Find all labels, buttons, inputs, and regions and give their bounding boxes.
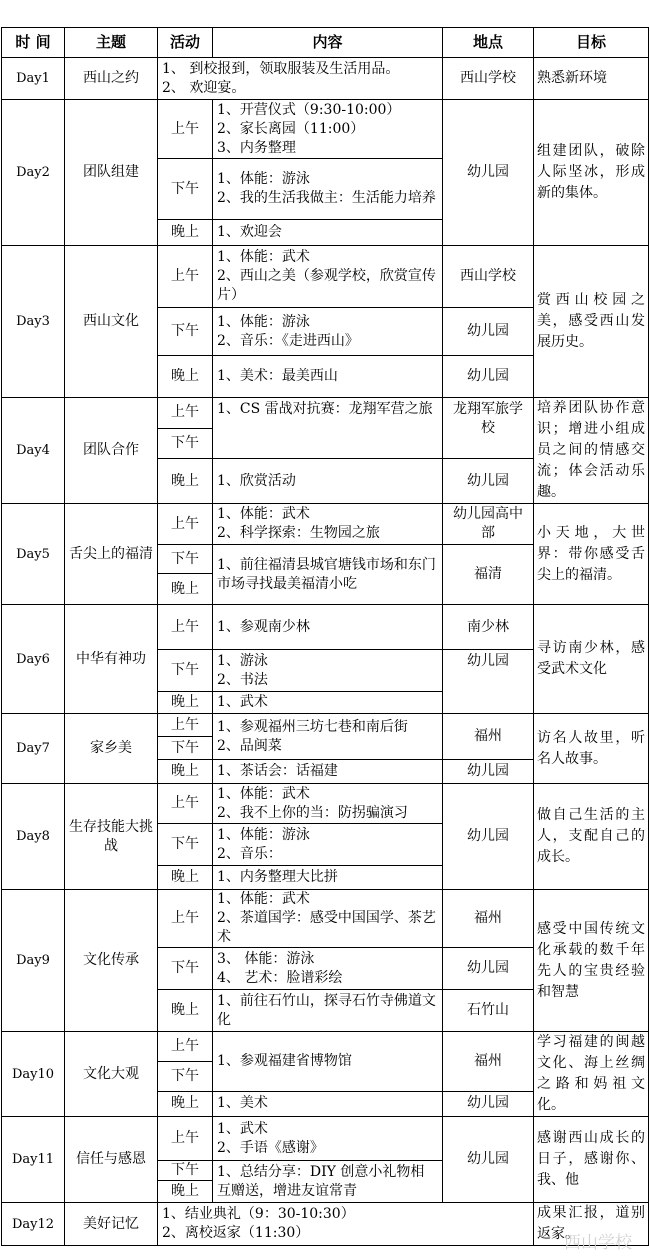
place-cell: 福清 [443,545,534,605]
activity-evening: 晚上 [158,990,213,1032]
theme-cell: 信任与感恩 [65,1117,158,1203]
day-label: Day10 [2,1032,65,1117]
goal-cell: 学习福建的闽越文化、海上丝绸之路和妈祖文化。 [534,1032,649,1117]
activity-morning: 上午 [158,246,213,308]
content-cell: 1、体能：武术 2、西山之美（参观学校，欣赏宣传片） [213,246,443,308]
table-row [2,246,649,308]
table-row [2,504,649,545]
goal-cell: 小天地，大世界：带你感受舌尖上的福清。 [534,504,649,605]
table-row [2,1203,649,1246]
activity-morning: 上午 [158,398,213,429]
theme-cell: 团队合作 [65,398,158,504]
header-goal: 目标 [534,28,649,58]
activity-evening: 晚上 [158,1091,213,1117]
activity-evening: 晚上 [158,692,213,714]
table-row [2,58,649,100]
content-cell: 1、总结分享：DIY 创意小礼物相互赠送，增进友谊常青 [213,1161,443,1203]
content-cell: 1、武术 [213,692,443,714]
content-cell: 3、 体能：游泳 4、 艺术：脸谱彩绘 [213,948,443,990]
content-cell: 1、开营仪式（9:30-10:00） 2、家长离园（11:00） 3、内务整理 [213,100,443,159]
activity-afternoon: 下午 [158,428,213,459]
activity-afternoon: 下午 [158,159,213,220]
table-row [2,890,649,948]
theme-cell: 西山之约 [65,58,158,100]
header-theme: 主题 [65,28,158,58]
place-cell: 龙翔军旅学校 [443,398,534,459]
content-cell: 1、美术 [213,1091,443,1117]
table-row [2,605,649,650]
content-cell: 1、茶话会：话福建 [213,760,443,784]
day-label: Day2 [2,100,65,246]
activity-afternoon: 下午 [158,948,213,990]
place-cell: 幼儿园 [443,948,534,990]
activity-evening: 晚上 [158,356,213,398]
place-cell: 幼儿园 [443,459,534,504]
content-cell: 1、前往石竹山，探寻石竹寺佛道文化 [213,990,443,1032]
activity-afternoon: 下午 [158,824,213,866]
content-cell: 1、武术 2、手语《感谢》 [213,1117,443,1161]
theme-cell: 文化传承 [65,890,158,1032]
day-label: Day4 [2,398,65,504]
content-cell: 1、 到校报到，领取服装及生活用品。 2、 欢迎宴。 [158,58,443,100]
theme-cell: 团队组建 [65,100,158,246]
day-label: Day6 [2,605,65,714]
goal-cell: 感受中国传统文化承载的数千年先人的宝贵经验和智慧 [534,890,649,1032]
table-row [2,100,649,159]
content-cell: 1、欣赏活动 [213,459,443,504]
place-cell: 幼儿园 [443,356,534,398]
place-cell: 幼儿园 [443,784,534,890]
place-cell: 西山学校 [443,246,534,308]
activity-evening: 晚上 [158,1181,213,1203]
header-time: 时 间 [2,28,65,58]
place-cell: 幼儿园 [443,760,534,784]
content-cell: 1、体能：游泳 2、音乐： [213,824,443,866]
theme-cell: 舌尖上的福清 [65,504,158,605]
content-cell: 1、体能：武术 2、科学探索：生物园之旅 [213,504,443,545]
goal-cell: 培养团队协作意识；增进小组成员之间的情感交流；体会活动乐趣。 [534,398,649,504]
activity-evening: 晚上 [158,760,213,784]
place-cell: 幼儿园 [443,650,534,714]
table-row [2,784,649,824]
content-cell: 1、内务整理大比拼 [213,866,443,890]
theme-cell: 生存技能大挑战 [65,784,158,890]
activity-morning: 上午 [158,605,213,650]
theme-cell: 家乡美 [65,714,158,784]
place-cell: 福州 [443,1032,534,1092]
content-cell: 1、体能：武术 2、茶道国学：感受中国国学、茶艺术 [213,890,443,948]
table-row [2,398,649,429]
content-cell: 1、参观福建省博物馆 [213,1032,443,1092]
activity-afternoon: 下午 [158,545,213,574]
content-cell: 1、参观南少林 [213,605,443,650]
goal-cell: 感谢西山成长的日子，感谢你、我、他 [534,1117,649,1203]
place-cell: 石竹山 [443,990,534,1032]
theme-cell: 西山文化 [65,246,158,398]
activity-evening: 晚上 [158,866,213,890]
day-label: Day7 [2,714,65,784]
content-cell: 1、美术：最美西山 [213,356,443,398]
activity-afternoon: 下午 [158,1061,213,1091]
place-cell: 幼儿园高中部 [443,504,534,545]
place-cell: 福州 [443,714,534,760]
activity-evening: 晚上 [158,574,213,605]
activity-morning: 上午 [158,784,213,824]
day-label: Day3 [2,246,65,398]
day-label: Day8 [2,784,65,890]
place-cell: 福州 [443,890,534,948]
goal-cell: 访名人故里，听名人故事。 [534,714,649,784]
table-row [2,1117,649,1161]
table-row [2,714,649,737]
theme-cell: 美好记忆 [65,1203,158,1246]
header-row [2,28,649,58]
place-cell: 幼儿园 [443,100,534,246]
activity-afternoon: 下午 [158,308,213,356]
theme-cell: 中华有神功 [65,605,158,714]
header-activity: 活动 [158,28,213,58]
content-cell: 1、欢迎会 [213,220,443,246]
watermark-logo: 西山学校 [564,1233,632,1253]
header-place: 地点 [443,28,534,58]
activity-afternoon: 下午 [158,737,213,760]
header-content: 内容 [213,28,443,58]
content-cell: 1、前往福清县城官塘钱市场和东门市场寻找最美福清小吃 [213,545,443,605]
activity-morning: 上午 [158,100,213,159]
place-cell: 西山学校 [443,58,534,100]
top-rule [0,0,650,27]
goal-cell: 做自己生活的主人，支配自己的成长。 [534,784,649,890]
activity-afternoon: 下午 [158,650,213,692]
activity-evening: 晚上 [158,220,213,246]
day-label: Day11 [2,1117,65,1203]
content-cell: 1、参观福州三坊七巷和南后街 2、品闽菜 [213,714,443,760]
activity-morning: 上午 [158,714,213,737]
goal-cell: 熟悉新环境 [534,58,649,100]
place-cell: 南少林 [443,605,534,650]
activity-morning: 上午 [158,890,213,948]
activity-afternoon: 下午 [158,1161,213,1181]
schedule-table [1,27,649,1246]
goal-cell: 成果汇报，道别返家。 [534,1203,649,1246]
activity-morning: 上午 [158,1117,213,1161]
activity-evening: 晚上 [158,459,213,504]
content-cell: 1、游泳 2、书法 [213,650,443,692]
day-label: Day9 [2,890,65,1032]
goal-cell: 寻访南少林，感受武术文化 [534,605,649,714]
content-cell: 1、CS 雷战对抗赛：龙翔军营之旅 [213,398,443,459]
content-cell: 1、体能：游泳 2、我的生活我做主：生活能力培养 [213,159,443,220]
activity-morning: 上午 [158,1032,213,1062]
theme-cell: 文化大观 [65,1032,158,1117]
table-row [2,1032,649,1062]
goal-cell: 组建团队，破除人际坚冰，形成新的集体。 [534,100,649,246]
place-cell: 幼儿园 [443,1117,534,1203]
place-cell: 幼儿园 [443,308,534,356]
activity-morning: 上午 [158,504,213,545]
day-label: Day1 [2,58,65,100]
content-cell: 1、结业典礼（9：30-10:30） 2、离校返家（11:30） [158,1203,534,1246]
day-label: Day12 [2,1203,65,1246]
day-label: Day5 [2,504,65,605]
content-cell: 1、体能：武术 2、我不上你的当：防拐骗演习 [213,784,443,824]
content-cell: 1、体能：游泳 2、音乐：《走进西山》 [213,308,443,356]
goal-cell: 赏西山校园之美，感受西山发展历史。 [534,246,649,398]
place-cell: 幼儿园 [443,1091,534,1117]
